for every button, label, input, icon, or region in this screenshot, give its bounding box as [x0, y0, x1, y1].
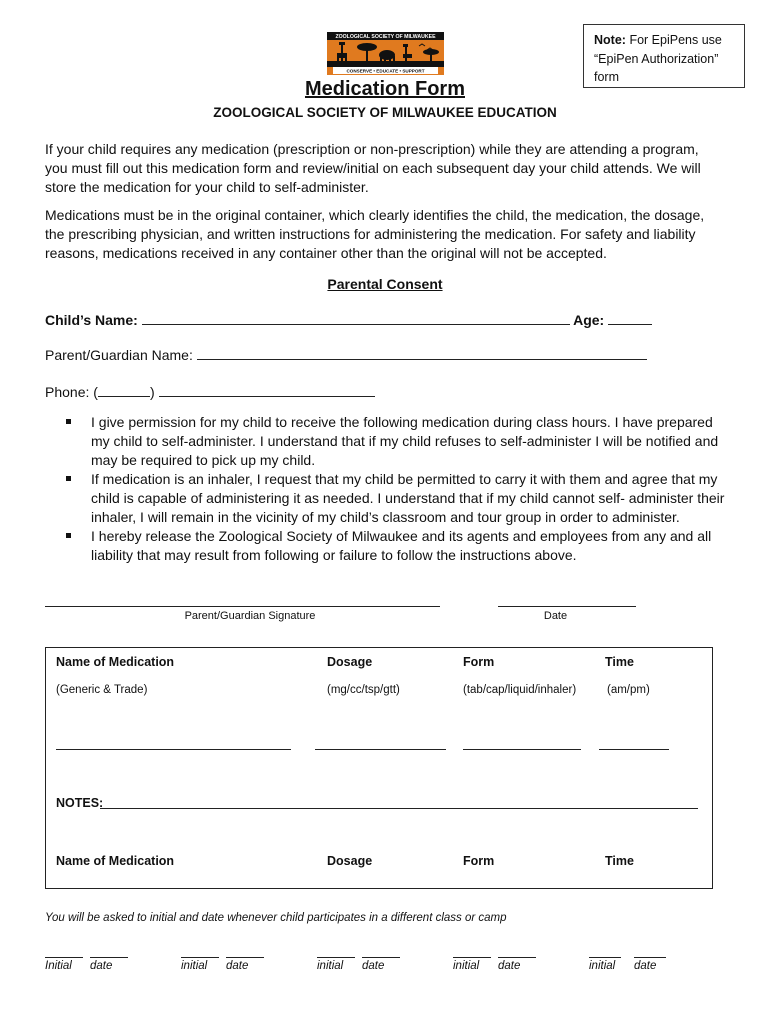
- consent-item: [66, 413, 726, 470]
- parent-name-row: [45, 345, 647, 363]
- date-label: date: [362, 960, 385, 972]
- medication-name-field[interactable]: [56, 749, 291, 750]
- subheader-dosage: (mg/cc/tsp/gtt): [327, 684, 400, 696]
- page-title: Medication Form: [304, 78, 465, 100]
- intro-paragraph-2: Medications must be in the original container, which clearly identifies the child, the medication, the dosage, the prescribing physician, and written instructions for administering the medication. For safety and liability reasons, medications received in any container other than the original will not be accepted.: [45, 207, 705, 261]
- consent-item: [66, 470, 726, 527]
- header-medication-name-2: Name of Medication: [56, 854, 175, 868]
- note-label: Note:: [594, 33, 626, 47]
- consent-item-text: I hereby release the Zoological Society of Milwaukee and its agents and employees from any and all liability that may result from following or failure to follow the instructions above.: [91, 528, 712, 563]
- initial-field[interactable]: [45, 957, 83, 958]
- page-subtitle: ZOOLOGICAL SOCIETY OF MILWAUKEE EDUCATION: [213, 105, 557, 120]
- logo-bottom-text: CONSERVE • EDUCATE • SUPPORT: [346, 68, 425, 74]
- signature-date-field[interactable]: [498, 606, 636, 607]
- initial-label: initial: [181, 960, 208, 972]
- bullet-icon: [66, 476, 71, 481]
- header-form: Form: [463, 655, 495, 669]
- consent-item-text: If medication is an inhaler, I request that my child be permitted to carry it with them and agree that my child is capable of administering it as needed. I understand that if my child cannot self- administer their inhaler, I will remain in the vicinity of my child’s classroom and tour group in order to administer.: [91, 471, 725, 525]
- intro-paragraph-1: If your child requires any medication (prescription or non-prescription) while they are attending a program, you must fill out this medication form and review/initial on each subsequent day your child attends. We will store the medication for your child to self-administer.: [45, 141, 701, 195]
- consent-list: [66, 413, 726, 565]
- initial-label: initial: [317, 960, 344, 972]
- header-form-2: Form: [463, 854, 495, 868]
- initial-label: initial: [453, 960, 480, 972]
- bullet-icon: [66, 419, 71, 424]
- initial-label: Initial: [45, 960, 72, 972]
- phone-label: Phone: (: [45, 384, 98, 400]
- parent-name-label: Parent/Guardian Name:: [45, 347, 193, 363]
- signature-date-label: Date: [543, 610, 568, 622]
- consent-item-text: I give permission for my child to receive the following medication during class hours. I have prepared my child to self-administer. I understand that if my child refuses to self-administer I will be notified and may be required to pick up my child.: [91, 414, 719, 468]
- bullet-icon: [66, 533, 71, 538]
- date-label: date: [634, 960, 657, 972]
- notes-label: NOTES:: [56, 796, 104, 810]
- date-field[interactable]: [226, 957, 264, 958]
- zoo-society-logo: [327, 32, 444, 75]
- age-label: Age:: [573, 312, 605, 328]
- header-dosage-2: Dosage: [327, 854, 373, 868]
- child-name-field[interactable]: [142, 310, 570, 325]
- initial-label: initial: [589, 960, 616, 972]
- subheader-form: (tab/cap/liquid/inhaler): [463, 684, 577, 696]
- notes-field[interactable]: [100, 808, 698, 809]
- phone-area-code-field[interactable]: [98, 382, 150, 397]
- subheader-time: (am/pm): [607, 684, 650, 696]
- phone-number-field[interactable]: [159, 382, 375, 397]
- consent-item: [66, 527, 726, 565]
- header-dosage: Dosage: [327, 655, 373, 669]
- header-medication-name: Name of Medication: [56, 655, 175, 669]
- date-field[interactable]: [362, 957, 400, 958]
- parent-name-field[interactable]: [197, 345, 647, 360]
- time-field[interactable]: [599, 749, 669, 750]
- consent-heading: Parental Consent: [327, 276, 443, 292]
- date-label: date: [90, 960, 113, 972]
- note-text-3: form: [594, 70, 619, 84]
- initials-instruction: You will be asked to initial and date whenever child participates in a different class or camp: [45, 912, 507, 924]
- age-field[interactable]: [608, 310, 652, 325]
- note-text-2: “EpiPen Authorization”: [594, 51, 719, 66]
- form-field[interactable]: [463, 749, 581, 750]
- note-text-1: For EpiPens use: [629, 33, 722, 47]
- dosage-field[interactable]: [315, 749, 446, 750]
- logo-top-text: ZOOLOGICAL SOCIETY OF MILWAUKEE: [335, 34, 436, 40]
- parent-signature-label: Parent/Guardian Signature: [184, 610, 316, 622]
- header-time-2: Time: [605, 854, 634, 868]
- date-field[interactable]: [90, 957, 128, 958]
- phone-close-paren: ): [149, 384, 155, 400]
- initial-field[interactable]: [181, 957, 219, 958]
- child-name-label: Child’s Name:: [45, 312, 138, 328]
- header-time: Time: [605, 655, 634, 669]
- date-field[interactable]: [498, 957, 536, 958]
- date-field[interactable]: [634, 957, 666, 958]
- date-label: date: [498, 960, 521, 972]
- initial-field[interactable]: [453, 957, 491, 958]
- date-label: date: [226, 960, 249, 972]
- initial-field[interactable]: [317, 957, 355, 958]
- child-name-row: [45, 310, 652, 328]
- parent-signature-field[interactable]: [45, 606, 440, 607]
- initial-field[interactable]: [589, 957, 621, 958]
- phone-row: [45, 382, 375, 400]
- subheader-medication-name: (Generic & Trade): [56, 684, 148, 696]
